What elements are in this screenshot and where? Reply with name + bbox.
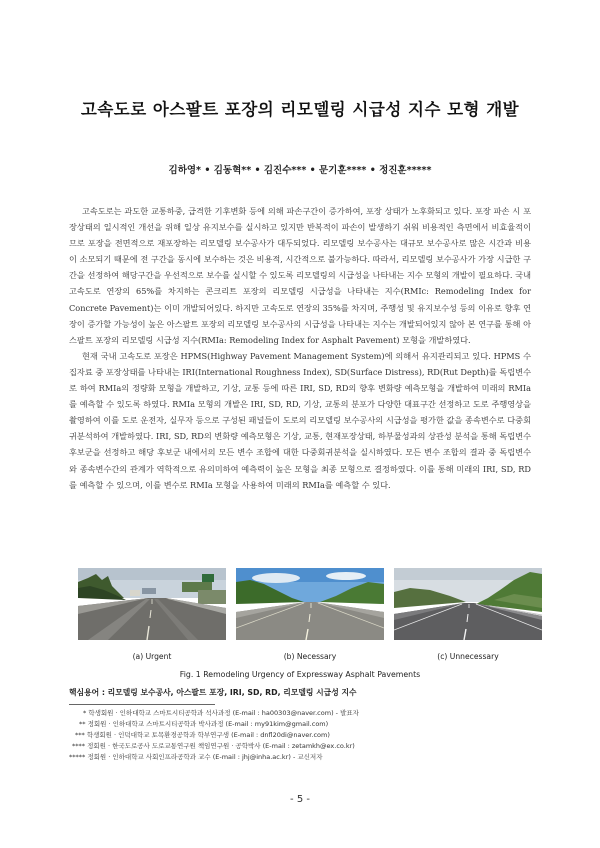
figure-photos [78, 568, 542, 640]
footnotes [69, 708, 539, 763]
footnote-divider [69, 704, 215, 705]
caption-urgent: (a) Urgent [132, 652, 172, 661]
footnote-1: * 학생회원 · 인하대학교 스마트시티공학과 석사과정 (E-mail : ha00303@naver.com) - 발표자 [83, 709, 359, 717]
photo-unnecessary [394, 568, 542, 640]
abstract [69, 203, 531, 493]
figure-title: Fig. 1 Remodeling Urgency of Expressway Asphalt Pavements [179, 670, 421, 679]
photo-urgent [78, 568, 226, 640]
abstract-paragraph-2: 현재 국내 고속도로 포장은 HPMS(Highway Pavement Management System)에 의해서 유지관리되고 있다. HPMS 수집자료 중 포장상태를 나타내는 IRI(International Roughness Index), SD(Surface Distress), RD(Rut Depth)를 독립변수로 하여 RMIa의 정량화 모형을 개발하고, 기상, 교통 등에 따른 IRI, SD, RD의 향후 변화량 예측모형을 개발하여 미래의 RMIa를 예측할 수 있도록 하였다. RMIa 모형의 개발은 IRI, SD, RD, 기상, 교통의 분포가 다양한 대표구간 선정하고 도로 주행영상을 촬영하여 이를 도로 운전자, 실무자 등으로 구성된 패널들이 도로의 리모델링 보수공사의 시급성을 평가한 값을 종속변수로 다중회귀분석하여 개발하였다. IRI, SD, RD의 변화량 예측모형은 기상, 교통, 현재포장상태, 하부물성과의 상관성 분석을 통해 독립변수 후보군을 선정하고 해당 후보군 내에서의 모든 변수 조합에 대한 다중회귀분석을 실시하였다. 모든 변수 조합의 결과 중 독립변수와 종속변수간의 관계가 역학적으로 유의미하여 예측력이 높은 모형을 최종 모형으로 결정하였다. 이를 통해 미래의 IRI, SD, RD를 예측할 수 있으며, 이를 변수로 RMIa 모형을 사용하여 미래의 RMIa를 예측할 수 있다. [69, 350, 531, 490]
page-number: - 5 - [290, 794, 310, 805]
footnote-5: ***** 정회원 · 인하대학교 사회인프라공학과 교수 (E-mail : jhj@inha.ac.kr) - 교신저자 [69, 752, 323, 761]
caption-unnecessary: (c) Unnecessary [437, 652, 499, 661]
keywords: 핵심용어 : 리모델링 보수공사, 아스팔트 포장, IRI, SD, RD, 리모델링 시급성 지수 [69, 688, 357, 697]
footnote-3: *** 학생회원 · 인덕대학교 토목환경공학과 학부연구생 (E-mail : dnfl20di@naver.com) [75, 730, 330, 739]
author-list: 김하영* • 김동혁** • 김진수*** • 문기훈**** • 정진훈***** [168, 165, 432, 176]
photo-necessary [236, 568, 384, 640]
paper-title: 고속도로 아스팔트 포장의 리모델링 시급성 지수 모형 개발 [80, 100, 520, 119]
abstract-paragraph-1: 고속도로는 과도한 교통하중, 급격한 기후변화 등에 의해 파손구간이 증가하여, 포장 상태가 노후화되고 있다. 포장 파손 시 포장상태의 일시적인 개선을 위해 일상 유지보수를 실시하고 있지만 반복적이 파손이 발생하기 쉬워 비용적인 측면에서 비효율적이므로 포장을 전면적으로 재포장하는 리모델링 보수공사가 대두되었다. 리모델링 보수공사는 대규모 보수공사로 많은 시간과 비용이 소모되기 때문에 전 구간을 동시에 보수하는 것은 비용적, 시간적으로 불가능하다. 따라서, 리모델링 보수공사가 가장 시급한 구간을 선정하여 해당구간을 우선적으로 보수를 실시할 수 있도록 리모델링의 시급성을 나타내는 지수 모형의 개발이 필요하다. 국내 고속도로 연장의 65%를 차지하는 콘크리트 포장의 리모델링 시급성을 나타내는 지수(RMIc: Remodeling Index for Concrete Pavement)는 이미 개발되어있다. 하지만 고속도로 연장의 35%를 차지며, 주행성 및 유지보수성 등의 이유로 향후 연장이 증가할 가능성이 높은 아스팔트 포장의 리모델링 보수공사의 시급성을 나타내는 지수는 개발되어있지 않아 본 연구를 통해 아스팔트 포장의 리모델링 시급성 지수(RMIa: Remodeling Index for Asphalt Pavement) 모형을 개발하였다. [69, 206, 531, 345]
footnote-4: **** 정회원 · 한국도로공사 도로교통연구원 책임연구원 · 공학박사 (E-mail : zetamkh@ex.co.kr) [72, 741, 355, 750]
footnote-2: ** 정회원 · 인하대학교 스마트시티공학과 박사과정 (E-mail : my91kim@gmail.com) [79, 719, 329, 728]
caption-necessary: (b) Necessary [283, 652, 337, 661]
